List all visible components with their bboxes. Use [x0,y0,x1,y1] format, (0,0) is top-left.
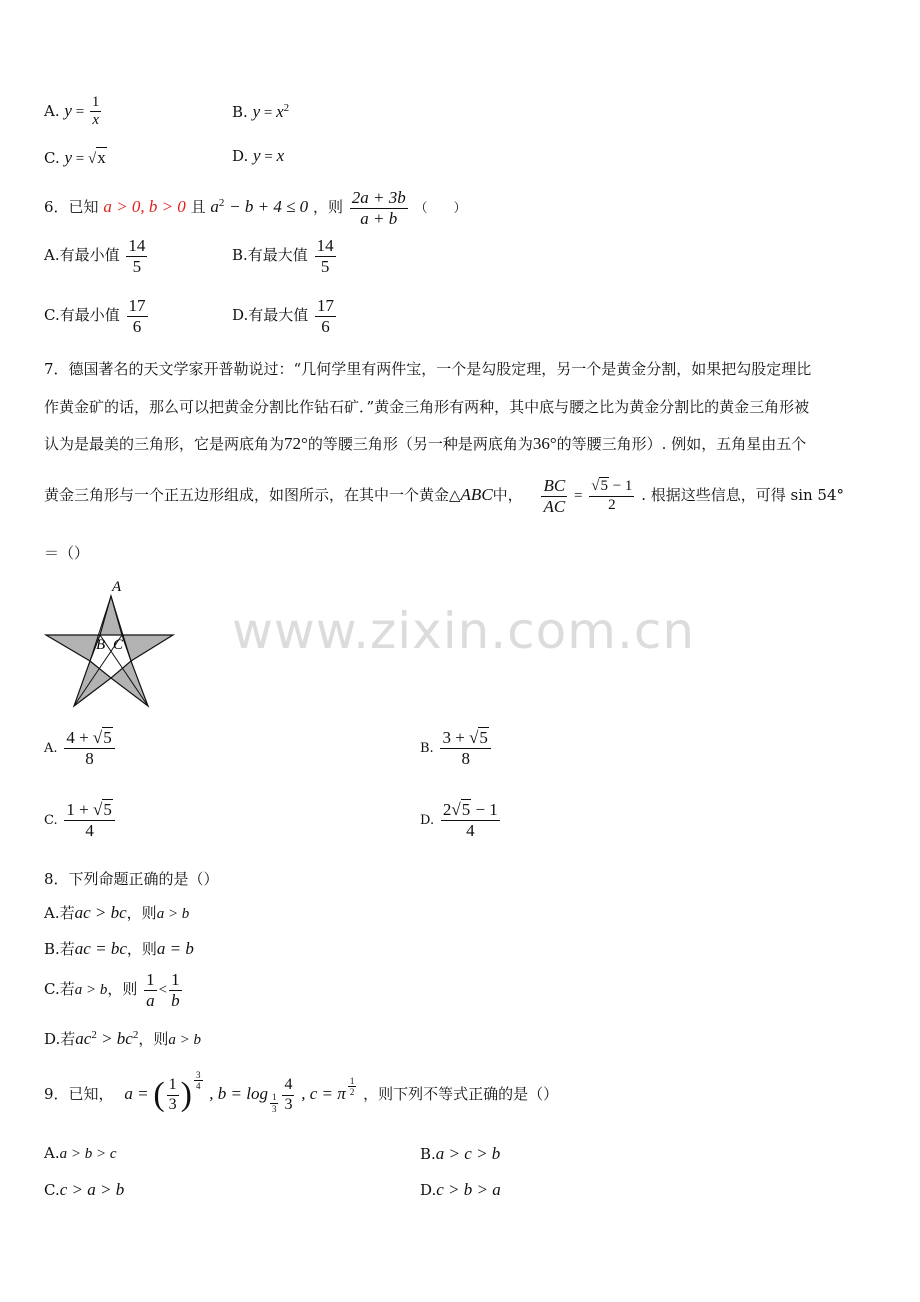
watermark-text: www.zixin.com.cn [232,602,696,660]
q5-option-b[interactable]: B. $y = x^2$ [232,102,290,121]
q7-line-1: 7．德国著名的天文学家开普勒说过：“几何学里有两件宝，一个是勾股定理，另一个是黄金分割，如果把勾股定理比 [44,360,812,378]
q7-golden-fraction: $\frac{√5 - 1}{2}$ [591,478,633,513]
q8-title: 8．下列命题正确的是（） [44,870,219,888]
q7-line-3: 认为是最美的三角形，它是两底角为72°的等腰三角形（另一种是两底角为36°的等腰三角形）. 例如，五角星由五个 [44,434,807,453]
q9-option-c[interactable]: C.c > a > b [44,1180,125,1199]
q5-option-d[interactable]: D. y = x [232,146,285,165]
q6-option-c[interactable]: C.有最小值 $\frac{17}{6}$ [44,296,146,336]
q6-stem: 6．已知 a > 0, b > 0 且 $a^2 - b + 4 \le 0$ ，则 $\frac{2a + 3b}{a + b}$ （ ） [44,188,467,228]
q7-option-d[interactable]: D. $\frac{2√5 - 1}{4}$ [420,800,498,840]
q7-ratio-fraction: $\frac{BC}{AC}$ [543,476,566,516]
pentagram-figure [40,574,180,714]
q5-a-fraction: $\frac{1}{x}$ [91,94,100,129]
q7-option-c[interactable]: C. $\frac{1 + √5}{4}$ [44,800,117,840]
q8-option-d[interactable]: D.若$ac^2 > bc^2$，则a > b [44,1029,201,1048]
label-b: B [96,637,106,653]
q6-fraction: $\frac{2a + 3b}{a + b}$ [351,188,406,228]
q6-option-a[interactable]: A.有最小值 $\frac{14}{5}$ [44,236,146,276]
q8-option-a[interactable]: A.若ac > bc，则a > b [44,903,190,922]
q7-line-5: ＝（） [44,544,90,562]
q6-option-d[interactable]: D.有最大值 $\frac{17}{6}$ [232,296,335,336]
label-a: A [112,579,122,595]
q9-option-b[interactable]: B.a > c > b [420,1144,501,1163]
q9-option-a[interactable]: A.a > b > c [44,1144,117,1162]
label-c: C [113,637,124,653]
q7-line-4: 黄金三角形与一个正五边形组成，如图所示，在其中一个黄金△ABC中， $\frac{BC}{AC}$ = $\frac{√5 - 1}{2}$ . 根据这些信息，可得 sin 54° [44,476,845,516]
q7-option-a[interactable]: A. $\frac{4 + √5}{8}$ [44,728,117,768]
q7-option-b[interactable]: B. $\frac{3 + √5}{8}$ [420,728,493,768]
q9-option-d[interactable]: D.c > b > a [420,1180,501,1199]
q6-option-b[interactable]: B.有最大值 $\frac{14}{5}$ [232,236,334,276]
q8-option-c[interactable]: C.若a > b，则 $\frac{1}{a}$ < $\frac{1}{b}$ [44,970,180,1010]
q8-option-b[interactable]: B.若ac = bc，则a = b [44,939,194,958]
q6-condition: a > 0, b > 0 [103,197,186,217]
q5-option-c[interactable]: C. y = √x [44,148,106,167]
q9-stem: 9．已知， a = ( $\frac{1}{3}$ ) $\frac{3}{4}$ , b = log $\frac{1}{3}$ $\frac{4}{3}$ , c = π $\frac{1}{2}$ ，则下列不等式正确的是（） [44,1070,559,1114]
q5-option-a[interactable]: A. y = $\frac{1}{x}$ [44,94,100,129]
q7-line-2: 作黄金矿的话，那么可以把黄金分割比作钻石矿．”黄金三角形有两种，其中底与腰之比为黄金分割比的黄金三角形被 [44,398,810,416]
